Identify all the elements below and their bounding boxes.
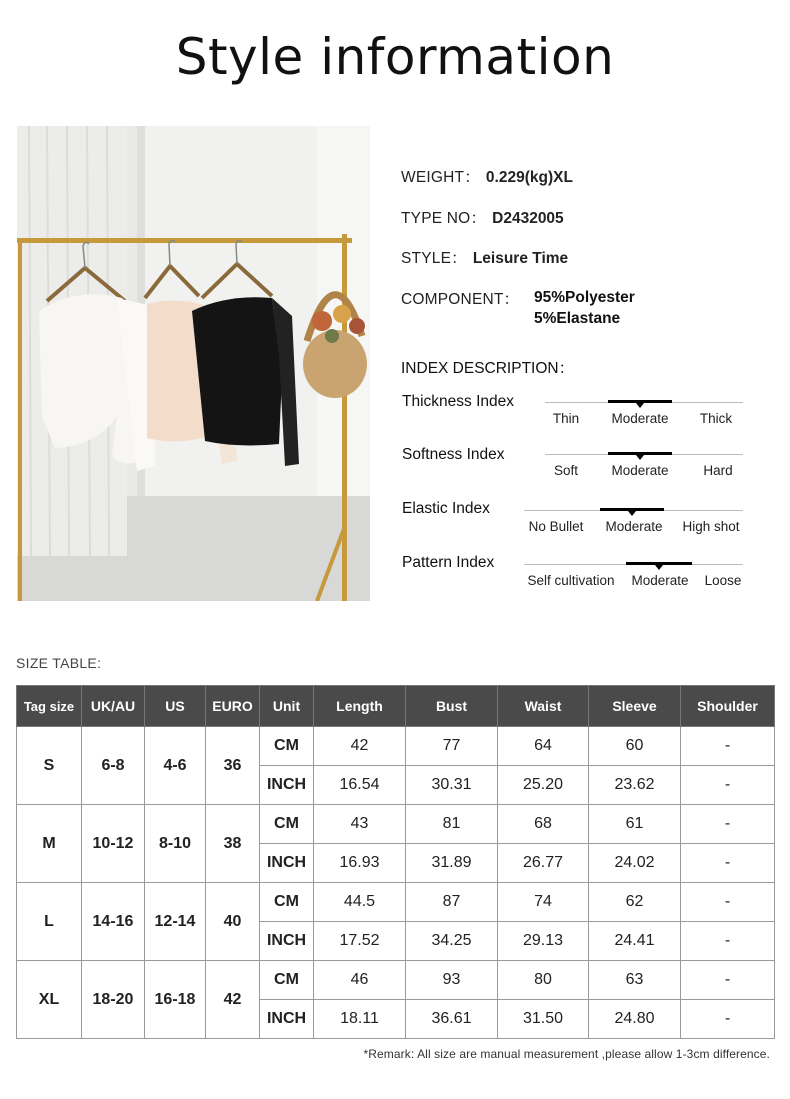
scale-option-selected: Moderate (631, 573, 689, 588)
unit-cell: CM (260, 727, 314, 766)
table-row (17, 805, 775, 844)
unit-cell: CM (260, 805, 314, 844)
pattern-index-label: Pattern Index (402, 554, 495, 571)
length-cell: 17.52 (314, 922, 406, 961)
scale-option: Soft (553, 463, 579, 478)
softness-index-label: Softness Index (402, 446, 505, 463)
sleeve-cell: 62 (589, 883, 681, 922)
us-size-cell: 12-14 (145, 883, 206, 961)
component-label: COMPONENT： (401, 291, 520, 308)
size-table (16, 685, 775, 1039)
length-cell: 18.11 (314, 1000, 406, 1039)
sleeve-cell: 61 (589, 805, 681, 844)
waist-cell: 31.50 (498, 1000, 589, 1039)
scale-option: Hard (703, 463, 733, 478)
uk-size-cell: 18-20 (82, 961, 145, 1039)
component-value: 95%Polyester (534, 289, 635, 306)
sleeve-cell: 63 (589, 961, 681, 1000)
scale-option: High shot (682, 519, 740, 534)
weight-value: 0.229(kg)XL (485, 169, 573, 186)
thickness-index-scale (545, 402, 743, 432)
waist-cell: 68 (498, 805, 589, 844)
length-cell: 44.5 (314, 883, 406, 922)
table-row (17, 961, 775, 1000)
unit-cell: INCH (260, 1000, 314, 1039)
style-label: STYLE： (401, 250, 467, 267)
tag-size-cell: S (17, 727, 82, 805)
scale-option: Thin (552, 411, 580, 426)
elastic-index-label: Elastic Index (402, 500, 490, 517)
tag-size-cell: L (17, 883, 82, 961)
us-size-cell: 8-10 (145, 805, 206, 883)
size-table-label: SIZE TABLE: (16, 655, 102, 671)
bust-cell: 31.89 (406, 844, 498, 883)
length-cell: 42 (314, 727, 406, 766)
scale-option: No Bullet (528, 519, 584, 534)
style-line (401, 246, 568, 268)
type-label: TYPE NO： (401, 210, 487, 227)
header-cell: UK/AU (82, 686, 145, 727)
elastic-index-scale (524, 510, 743, 540)
weight-label: WEIGHT： (401, 169, 480, 186)
shoulder-cell: - (681, 844, 775, 883)
scale-option: Thick (699, 411, 733, 426)
waist-cell: 74 (498, 883, 589, 922)
header-cell: Unit (260, 686, 314, 727)
shoulder-cell: - (681, 922, 775, 961)
scale-option: Loose (704, 573, 742, 588)
header-cell: Waist (498, 686, 589, 727)
size-remark: *Remark: All size are manual measurement ,please allow 1-3cm difference. (363, 1047, 770, 1061)
length-cell: 43 (314, 805, 406, 844)
scale-option-selected: Moderate (611, 411, 669, 426)
sleeve-cell: 60 (589, 727, 681, 766)
uk-size-cell: 6-8 (82, 727, 145, 805)
component-line (401, 287, 519, 309)
style-value: Leisure Time (472, 250, 569, 267)
bust-cell: 36.61 (406, 1000, 498, 1039)
scale-option-selected: Moderate (605, 519, 663, 534)
header-cell: Bust (406, 686, 498, 727)
page-title: Style information (175, 28, 615, 86)
shoulder-cell: - (681, 1000, 775, 1039)
shoulder-cell: - (681, 727, 775, 766)
unit-cell: CM (260, 961, 314, 1000)
length-cell: 46 (314, 961, 406, 1000)
euro-size-cell: 36 (206, 727, 260, 805)
softness-index-scale (545, 454, 743, 484)
shoulder-cell: - (681, 883, 775, 922)
shoulder-cell: - (681, 961, 775, 1000)
bust-cell: 30.31 (406, 766, 498, 805)
waist-cell: 29.13 (498, 922, 589, 961)
unit-cell: INCH (260, 922, 314, 961)
size-table-header (17, 686, 775, 727)
table-row (17, 727, 775, 766)
us-size-cell: 16-18 (145, 961, 206, 1039)
euro-size-cell: 40 (206, 883, 260, 961)
component-value: 5%Elastane (534, 310, 621, 327)
sleeve-cell: 24.02 (589, 844, 681, 883)
sleeve-cell: 24.80 (589, 1000, 681, 1039)
length-cell: 16.93 (314, 844, 406, 883)
tag-size-cell: M (17, 805, 82, 883)
scale-option-selected: Moderate (611, 463, 669, 478)
pattern-index-scale (524, 564, 743, 594)
header-cell: EURO (206, 686, 260, 727)
bust-cell: 77 (406, 727, 498, 766)
unit-cell: INCH (260, 844, 314, 883)
product-photo (17, 126, 370, 601)
shoulder-cell: - (681, 805, 775, 844)
waist-cell: 80 (498, 961, 589, 1000)
header-cell: Length (314, 686, 406, 727)
weight-line (401, 165, 573, 187)
index-description-label: INDEX DESCRIPTION： (401, 360, 575, 377)
euro-size-cell: 42 (206, 961, 260, 1039)
length-cell: 16.54 (314, 766, 406, 805)
unit-cell: CM (260, 883, 314, 922)
header-cell: Tag size (17, 686, 82, 727)
bust-cell: 81 (406, 805, 498, 844)
sleeve-cell: 23.62 (589, 766, 681, 805)
scale-option: Self cultivation (527, 573, 615, 588)
component-values (534, 287, 635, 329)
waist-cell: 25.20 (498, 766, 589, 805)
type-line (401, 206, 564, 228)
bust-cell: 34.25 (406, 922, 498, 961)
us-size-cell: 4-6 (145, 727, 206, 805)
unit-cell: INCH (260, 766, 314, 805)
uk-size-cell: 14-16 (82, 883, 145, 961)
waist-cell: 64 (498, 727, 589, 766)
type-value: D2432005 (492, 210, 564, 227)
shoulder-cell: - (681, 766, 775, 805)
sleeve-cell: 24.41 (589, 922, 681, 961)
euro-size-cell: 38 (206, 805, 260, 883)
waist-cell: 26.77 (498, 844, 589, 883)
header-cell: US (145, 686, 206, 727)
thickness-index-label: Thickness Index (402, 393, 514, 410)
bust-cell: 93 (406, 961, 498, 1000)
table-row (17, 883, 775, 922)
header-cell: Sleeve (589, 686, 681, 727)
header-cell: Shoulder (681, 686, 775, 727)
bust-cell: 87 (406, 883, 498, 922)
tag-size-cell: XL (17, 961, 82, 1039)
uk-size-cell: 10-12 (82, 805, 145, 883)
